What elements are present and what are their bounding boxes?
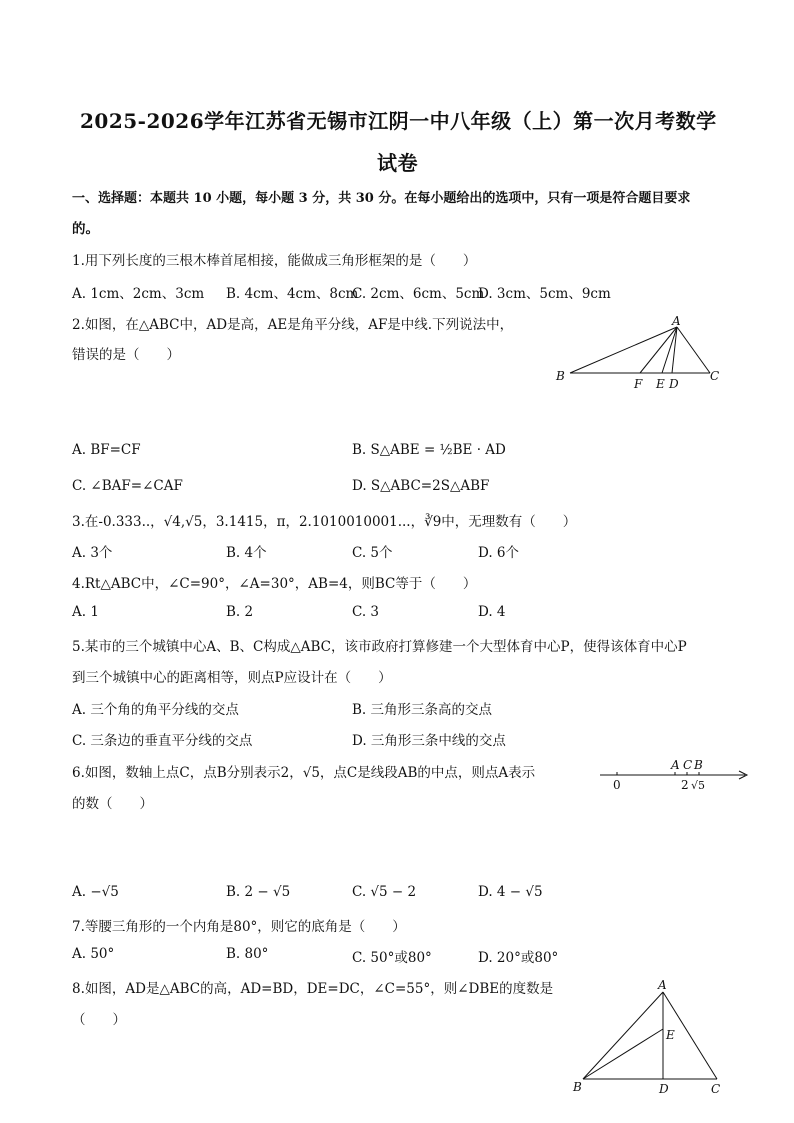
question-4-option-c: C. 3 [352, 604, 380, 620]
question-7-option-b: B. 80° [226, 946, 269, 962]
section-header-line2: 的。 [72, 221, 99, 237]
question-4-option-a: A. 1 [72, 604, 99, 620]
question-2-option-a: A. BF=CF [72, 442, 141, 458]
question-2-stem-line2: 错误的是（ ） [72, 347, 180, 363]
number-line-figure-q6 [595, 755, 755, 797]
page-title: 2025-2026学年江苏省无锡市江阴一中八年级（上）第一次月考数学 [80, 109, 717, 133]
question-8-stem-line2: （ ） [72, 1012, 126, 1028]
label-a: A [672, 314, 681, 328]
question-7-option-d: D. 20°或80° [478, 950, 559, 966]
label-b: B [694, 758, 703, 772]
question-4-option-b: B. 2 [226, 604, 254, 620]
label-a: A [671, 758, 680, 772]
label-c: C [710, 369, 720, 383]
question-6-option-a: A. −√5 [72, 884, 119, 900]
question-7-option-c: C. 50°或80° [352, 950, 432, 966]
question-1-option-d: D. 3cm、5cm、9cm [478, 286, 611, 302]
label-d: D [669, 377, 679, 391]
segment-ab [583, 992, 663, 1079]
label-b: B [556, 369, 565, 383]
label-c: C [711, 1082, 721, 1096]
label-e: E [666, 1028, 675, 1042]
question-5-stem-line2: 到三个城镇中心的距离相等，则点P应设计在（ ） [72, 670, 392, 686]
segment-ac [677, 327, 710, 373]
label-a: A [658, 978, 667, 992]
question-7-option-a: A. 50° [72, 946, 115, 962]
question-3-option-a: A. 3个 [72, 545, 113, 561]
question-5-option-c: C. 三条边的垂直平分线的交点 [72, 733, 253, 749]
median-af [640, 327, 677, 373]
question-3-stem: 3.在-0.333..，√4,√5，3.1415，π，2.1010010001...，∛9中，无理数有（ ） [72, 514, 577, 530]
triangle-figure-q8 [565, 975, 735, 1100]
question-2-stem: 2.如图，在△ABC中，AD是高，AE是角平分线，AF是中线.下列说法中， [72, 317, 514, 333]
question-1-option-c: C. 2cm、6cm、5cm [352, 286, 485, 302]
question-1-option-a: A. 1cm、2cm、3cm [72, 286, 205, 302]
question-6-stem-line2: 的数（ ） [72, 796, 153, 812]
question-6-stem: 6.如图，数轴上点C，点B分别表示2，√5，点C是线段AB的中点，则点A表示 [72, 765, 536, 781]
question-2-option-b: B. S△ABE = ½BE · AD [352, 442, 506, 458]
label-b: B [573, 1080, 582, 1094]
segment-ab [570, 327, 677, 373]
label-zero: 0 [613, 778, 621, 792]
question-7-stem: 7.等腰三角形的一个内角是80°，则它的底角是（ ） [72, 919, 406, 935]
label-d: D [659, 1082, 669, 1096]
question-4-stem: 4.Rt△ABC中，∠C=90°，∠A=30°，AB=4，则BC等于（ ） [72, 576, 477, 592]
question-4-option-d: D. 4 [478, 604, 506, 620]
question-1-stem: 1.用下列长度的三根木棒首尾相接，能做成三角形框架的是（ ） [72, 253, 477, 269]
question-6-option-b: B. 2 − √5 [226, 884, 291, 900]
question-3-option-d: D. 6个 [478, 545, 520, 561]
segment-be [583, 1029, 663, 1079]
question-2-option-d: D. S△ABC=2S△ABF [352, 478, 490, 494]
question-5-option-a: A. 三个角的角平分线的交点 [72, 702, 239, 718]
label-f: F [634, 377, 643, 391]
question-8-stem: 8.如图，AD是△ABC的高，AD=BD，DE=DC，∠C=55°，则∠DBE的度数是 [72, 981, 554, 997]
question-3-option-c: C. 5个 [352, 545, 393, 561]
question-6-option-c: C. √5 − 2 [352, 884, 417, 900]
triangle-figure-q2 [550, 310, 730, 395]
question-5-option-d: D. 三角形三条中线的交点 [352, 733, 506, 749]
question-5-stem: 5.某市的三个城镇中心A、B、C构成△ABC，该市政府打算修建一个大型体育中心P，使得该体育中心P [72, 639, 687, 655]
label-c: C [683, 758, 693, 772]
label-two: 2 [681, 778, 689, 792]
page-title-line2: 试卷 [377, 151, 418, 175]
question-2-option-c: C. ∠BAF=∠CAF [72, 478, 183, 494]
section-header: 一、选择题：本题共 10 小题，每小题 3 分，共 30 分。在每小题给出的选项中，只有一项是符合题目要求 [72, 191, 691, 206]
question-3-option-b: B. 4个 [226, 545, 267, 561]
question-1-option-b: B. 4cm、4cm、8cm [226, 286, 359, 302]
question-6-option-d: D. 4 − √5 [478, 884, 543, 900]
question-5-option-b: B. 三角形三条高的交点 [352, 702, 493, 718]
label-sqrt5: √5 [691, 779, 706, 792]
label-e: E [656, 377, 665, 391]
